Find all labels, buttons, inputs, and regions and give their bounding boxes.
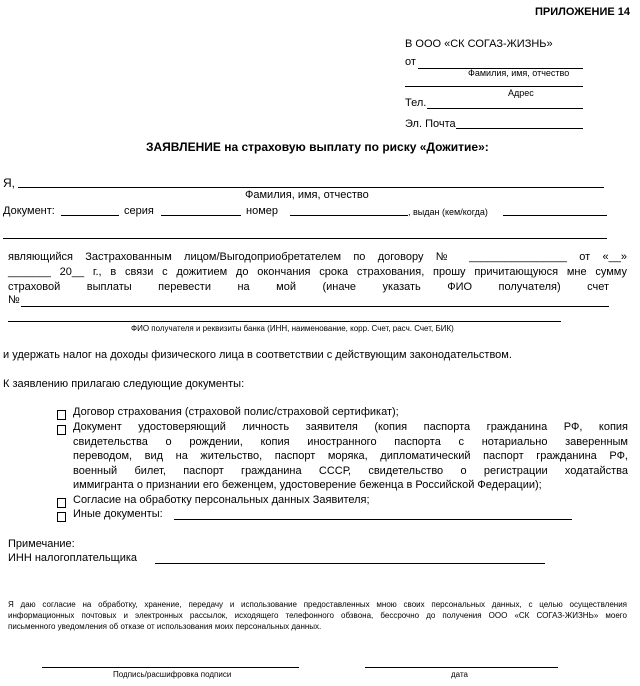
consent-text-line: Я даю согласие на обработку, хранение, передачу и использование предоставленных мною своих персональных данных, с целью осуществления [8, 600, 627, 609]
appendix-label: ПРИЛОЖЕНИЕ 14 [534, 6, 630, 18]
series-field[interactable] [161, 215, 241, 216]
attachment-other-label: Иные документы: [73, 508, 163, 520]
issued-field[interactable] [503, 215, 607, 216]
account-number-label: № [8, 294, 20, 306]
contract-line: являющийся Застрахованным лицом/Выгодоприобретателем по договору № ________________ от «__» [8, 251, 627, 263]
issued-continuation-field[interactable] [3, 238, 607, 239]
applicant-fio-caption: Фамилия, имя, отчество [245, 189, 369, 201]
bank-details-field[interactable] [8, 321, 561, 322]
consent-text-line: письменного уведомления об отказе от использования моих персональных данных. [8, 622, 322, 631]
series-label: серия [124, 205, 154, 217]
date-caption: дата [451, 670, 468, 679]
email-label: Эл. Почта [405, 118, 456, 130]
attachment-id-line: иммигранта о признании его беженцем, удостоверение беженца в Российской Федерации); [73, 479, 542, 491]
attachment-checkbox-other[interactable] [57, 512, 66, 522]
applicant-i-label: Я, [3, 176, 15, 190]
number-label: номер [246, 205, 278, 217]
address-field[interactable] [405, 86, 583, 87]
attachment-id-line: свидетельства о рождении, копия иностранного паспорта с нотариально заверенным [73, 436, 628, 448]
phone-field[interactable] [427, 108, 583, 109]
account-number-field[interactable] [21, 306, 609, 307]
bank-details-caption: ФИО получателя и реквизиты банка (ИНН, наименование, корр. Счет, расч. Счет, БИК) [131, 324, 454, 333]
attachment-id-line: Документ удостоверяющий личность заявителя (копия паспорта гражданина РФ, копия [73, 421, 628, 433]
form-title: ЗАЯВЛЕНИЕ на страховую выплату по риску «Дожитие»: [146, 140, 489, 154]
inn-field[interactable] [155, 563, 545, 564]
applicant-fio-field[interactable] [18, 187, 604, 188]
consent-text-line: информационных почтовых и электронных рассылок, исходящего телефонного обзвона, бессрочно до получения ООО «СК СОГАЗ-ЖИЗНЬ» моего [8, 611, 627, 620]
other-documents-field[interactable] [174, 519, 572, 520]
tax-statement: и удержать налог на доходы физического лица в соответствии с действующим законодательством. [3, 349, 512, 361]
number-field[interactable] [290, 215, 408, 216]
address-caption: Адрес [508, 88, 534, 98]
document-label: Документ: [3, 205, 55, 217]
from-fio-caption: Фамилия, имя, отчество [468, 68, 570, 78]
signature-field[interactable] [42, 667, 299, 668]
attachment-checkbox-id[interactable] [57, 425, 66, 435]
note-label: Примечание: [8, 538, 75, 550]
date-request-line: _______ 20__ г., в связи с дожитием до окончания срока страхования, прошу причитающуюся мне сумму [8, 266, 627, 278]
date-field[interactable] [365, 667, 558, 668]
attachment-checkbox-consent[interactable] [57, 498, 66, 508]
attachment-id-line: переводом, вид на жительство, паспорт моряка, дипломатический паспорт гражданина РФ, [73, 450, 628, 462]
signature-caption: Подпись/расшифровка подписи [113, 670, 232, 679]
attachment-consent-label: Согласие на обработку персональных данных Заявителя; [73, 494, 370, 506]
inn-label: ИНН налогоплательщика [8, 552, 138, 564]
issued-label: , выдан (кем/когда) [408, 207, 488, 217]
email-field[interactable] [456, 128, 583, 129]
attachment-id-line: военный билет, паспорт гражданина СССР, свидетельство о регистрации ходатайства [73, 465, 628, 477]
recipient-company: В ООО «СК СОГАЗ-ЖИЗНЬ» [405, 38, 553, 50]
attachment-contract-label: Договор страхования (страховой полис/страховой сертификат); [73, 406, 399, 418]
phone-label: Тел. [405, 97, 427, 109]
document-type-field[interactable] [61, 215, 119, 216]
transfer-line: страховой выплаты перевести на мой (иначе указать ФИО получателя) счет [8, 281, 609, 293]
from-label: от [405, 56, 416, 68]
attachments-intro: К заявлению прилагаю следующие документы: [3, 378, 245, 390]
attachment-checkbox-contract[interactable] [57, 410, 66, 420]
